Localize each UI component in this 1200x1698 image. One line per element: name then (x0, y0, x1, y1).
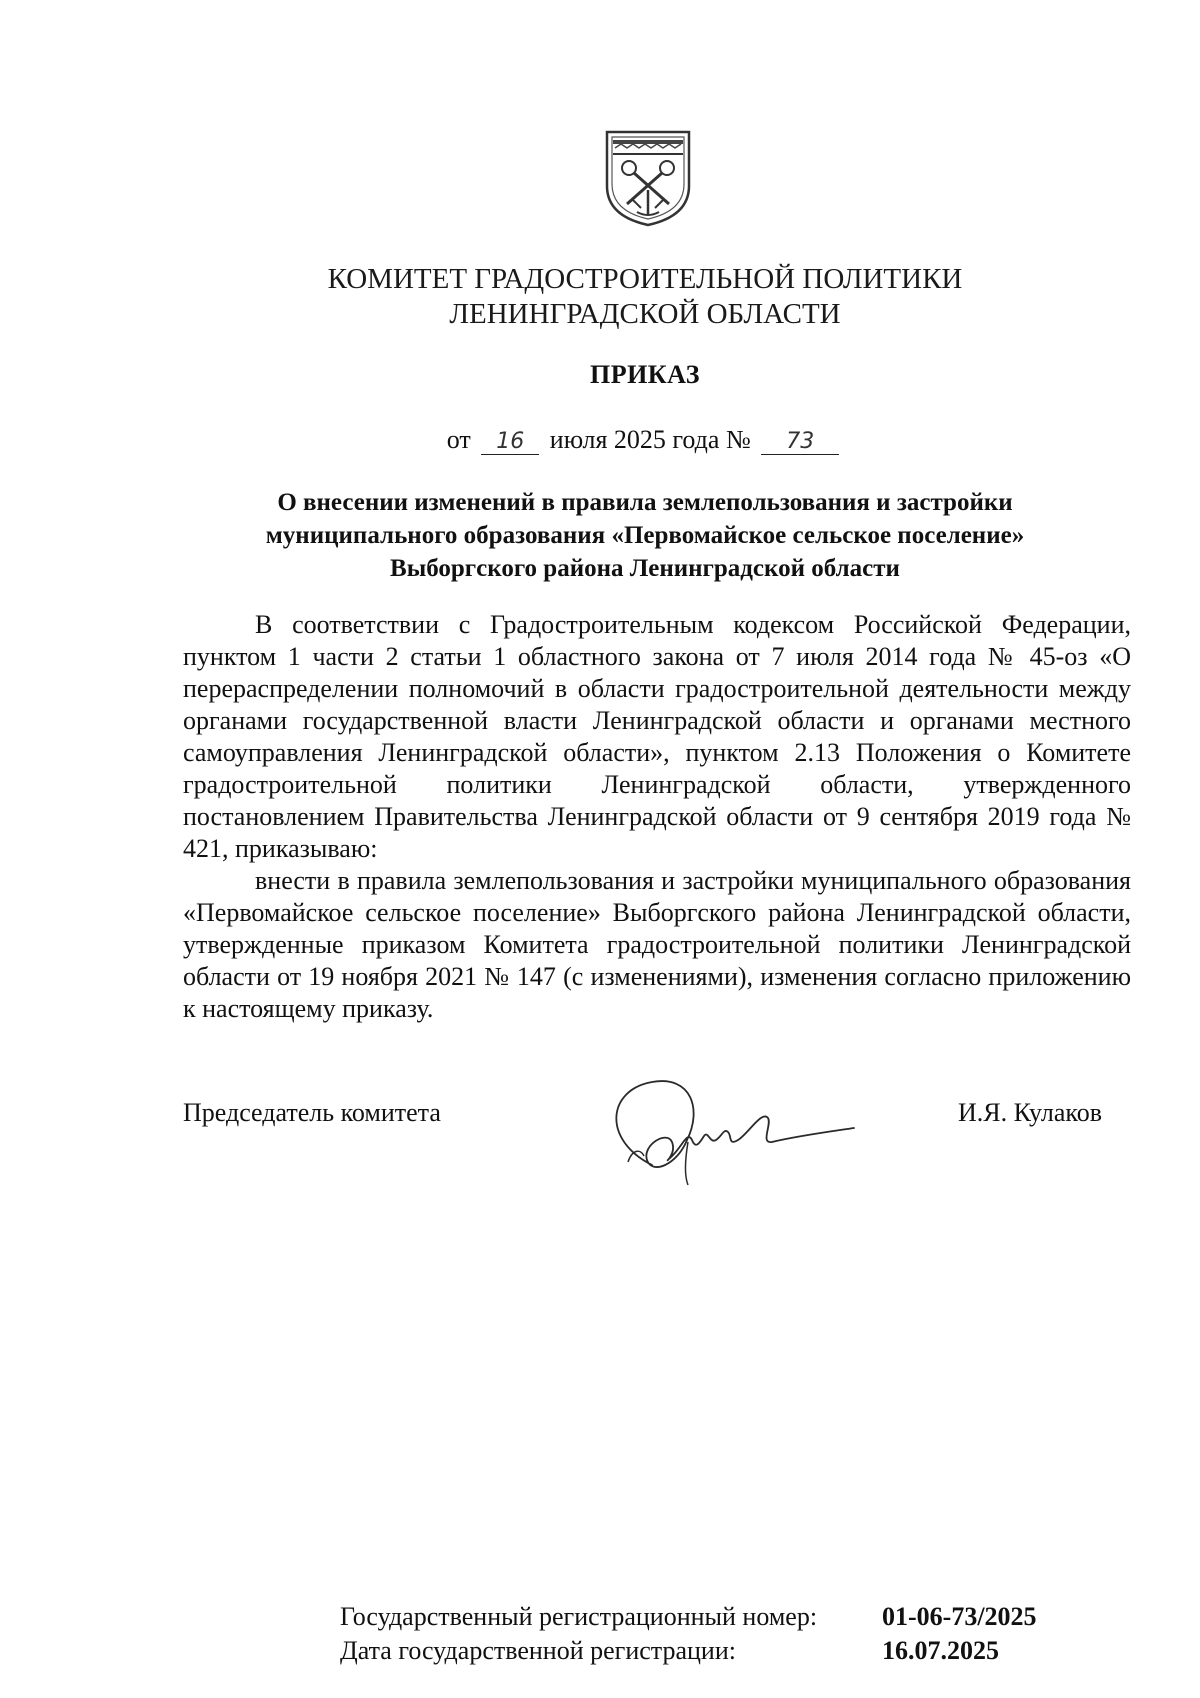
document-type: ПРИКАЗ (589, 360, 701, 389)
date-prefix: от (446, 425, 471, 454)
order-subject (200, 486, 1090, 585)
organization-name-line2: ЛЕНИНГРАДСКОЙ ОБЛАСТИ (449, 298, 841, 330)
body-paragraph-legal-basis: В соответствии с Градостроительным кодексом Российской Федерации, пунктом 1 части 2 статьи 1 областного закона от 7 июля 2014 года № 45-оз «О перераспределении полномочий в области градостроительной деятельности между органами государственной власти Ленинградской области и органами местного самоуправления Ленинградской области», пунктом 2.13 Положения о Комитете градостроительной политики Ленинградской области, утвержденного постановлением Правительства Ленинградской области от 9 сентября 2019 года № 421, приказываю: (183, 610, 1131, 863)
date-middle: июля 2025 года № (549, 425, 751, 454)
handwritten-day: 16 (481, 429, 539, 455)
body-paragraph-decision: внести в правила землепользования и застройки муниципального образования «Первомайское сельское поселение» Выборгского района Ленинградской области, утвержденные приказом Комитета градостроительной политики Ленинградской области от 19 ноября 2021 № 147 (с изменениями), изменения согласно приложению к настоящему приказу. (183, 866, 1131, 1023)
signer-name: И.Я. Кулаков (958, 1098, 1102, 1127)
organization-name (0, 262, 1200, 332)
handwritten-signature-icon (592, 1070, 862, 1190)
registration-block (340, 1600, 1037, 1668)
coat-of-arms-icon (603, 128, 693, 228)
registration-number-value: 01-06-73/2025 (882, 1602, 1037, 1631)
registration-date-row (340, 1634, 1037, 1668)
registration-date-value: 16.07.2025 (882, 1636, 999, 1665)
registration-number-row (340, 1600, 1037, 1634)
registration-date-label: Дата государственной регистрации: (340, 1636, 736, 1665)
handwritten-order-number: 73 (761, 429, 839, 455)
organization-name-line1: КОМИТЕТ ГРАДОСТРОИТЕЛЬНОЙ ПОЛИТИКИ (327, 263, 963, 295)
subject-line3: Выборгского района Ленинградской области (390, 555, 900, 582)
subject-line1: О внесении изменений в правила землепользования и застройки (277, 489, 1013, 516)
order-body (183, 609, 1131, 1025)
registration-number-label: Государственный регистрационный номер: (340, 1602, 818, 1631)
document-date-line (0, 425, 1200, 455)
subject-line2: муниципального образования «Первомайское сельское поселение» (265, 522, 1025, 549)
signer-title: Председатель комитета (183, 1098, 441, 1127)
